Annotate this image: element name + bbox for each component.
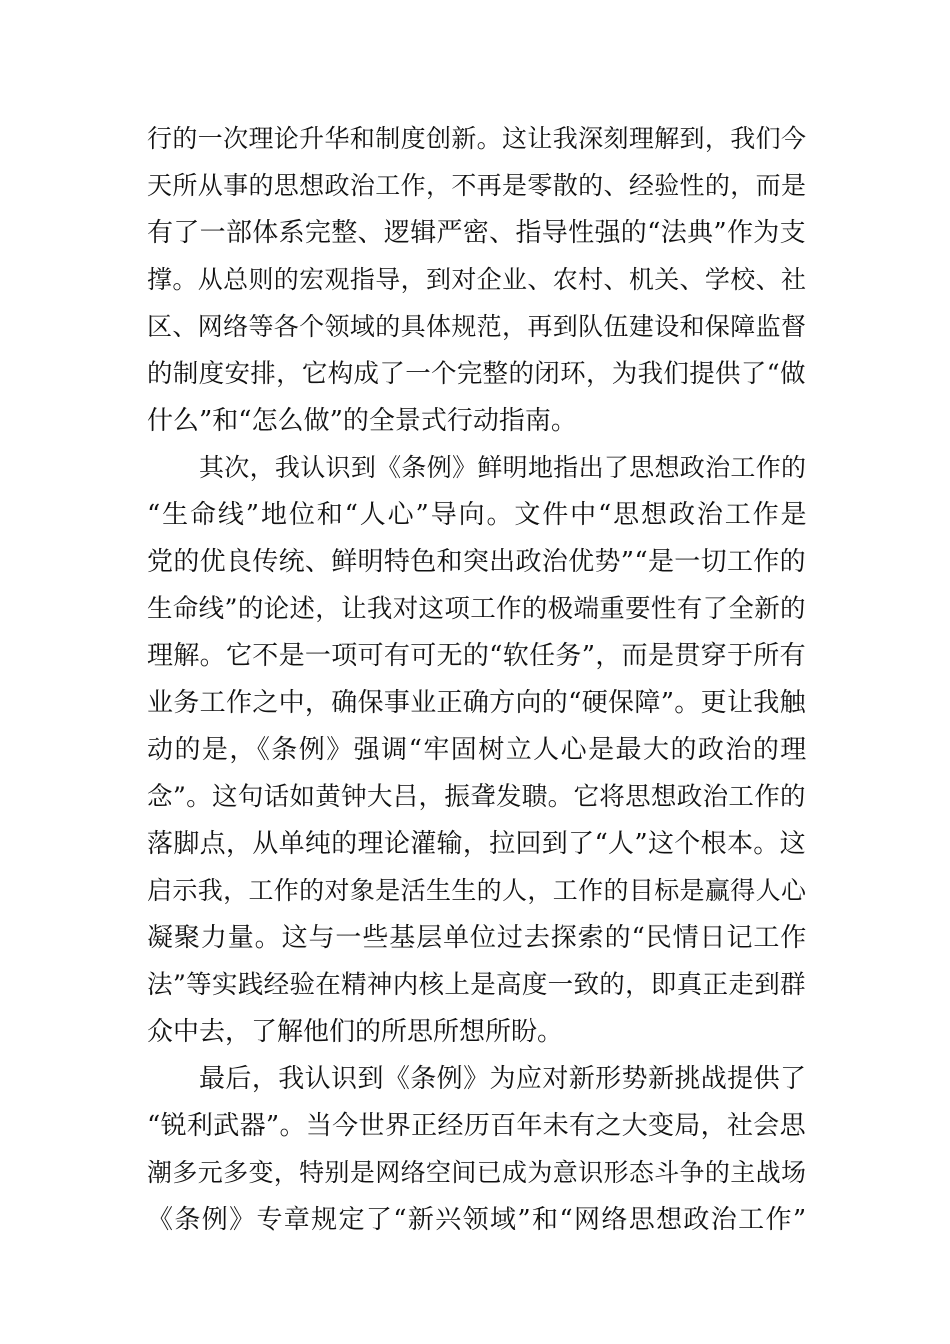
text-line: 启示我，工作的对象是活生生的人，工作的目标是赢得人心 (147, 876, 807, 905)
text-line: 生命线”的论述，让我对这项工作的极端重要性有了全新的 (147, 594, 806, 624)
text-line: 落脚点，从单纯的理论灌输，拉回到了“人”这个根本。这 (147, 829, 806, 859)
text-line: 天所从事的思想政治工作，不再是零散的、经验性的，而是 (147, 171, 807, 200)
text-line: 业务工作之中，确保事业正确方向的“硬保障”。更让我触 (147, 688, 806, 718)
text-line: 法”等实践经验在精神内核上是高度一致的，即真正走到群 (147, 970, 806, 1000)
text-line: 行的一次理论升华和制度创新。这让我深刻理解到，我们今 (147, 124, 807, 153)
text-line: 理解。它不是一项可有可无的“软任务”，而是贯穿于所有 (147, 641, 806, 671)
text-line: 潮多元多变，特别是网络空间已成为意识形态斗争的主战场 (147, 1158, 807, 1187)
text-line: “锐利武器”。当今世界正经历百年未有之大变局，社会思 (147, 1111, 806, 1141)
text-line: 党的优良传统、鲜明特色和突出政治优势”“是一切工作的 (147, 547, 806, 577)
text-line: 《条例》专章规定了“新兴领域”和“网络思想政治工作” (147, 1205, 808, 1235)
text-line: 区、网络等各个领域的具体规范，再到队伍建设和保障监督 (147, 312, 807, 341)
text-line: 什么”和“怎么做”的全景式行动指南。 (147, 406, 577, 436)
text-line: 的制度安排，它构成了一个完整的闭环，为我们提供了“做 (147, 359, 806, 389)
text-line: 众中去，了解他们的所思所想所盼。 (147, 1017, 564, 1047)
text-line: 念”。这句话如黄钟大吕，振聋发聩。它将思想政治工作的 (147, 782, 806, 812)
paragraph-first-line: 最后，我认识到《条例》为应对新形势新挑战提供了 (199, 1064, 807, 1094)
paragraph-first-line: 其次，我认识到《条例》鲜明地指出了思想政治工作的 (199, 453, 807, 482)
text-line: 凝聚力量。这与一些基层单位过去探索的“民情日记工作 (147, 923, 808, 953)
text-line: 撑。从总则的宏观指导，到对企业、农村、机关、学校、社 (147, 265, 807, 294)
text-line: “生命线”地位和“人心”导向。文件中“思想政治工作是 (147, 500, 809, 530)
text-line: 有了一部体系完整、逻辑严密、指导性强的“法典”作为支 (147, 218, 806, 248)
text-line: 动的是，《条例》强调“牢固树立人心是最大的政治的理 (147, 735, 808, 765)
